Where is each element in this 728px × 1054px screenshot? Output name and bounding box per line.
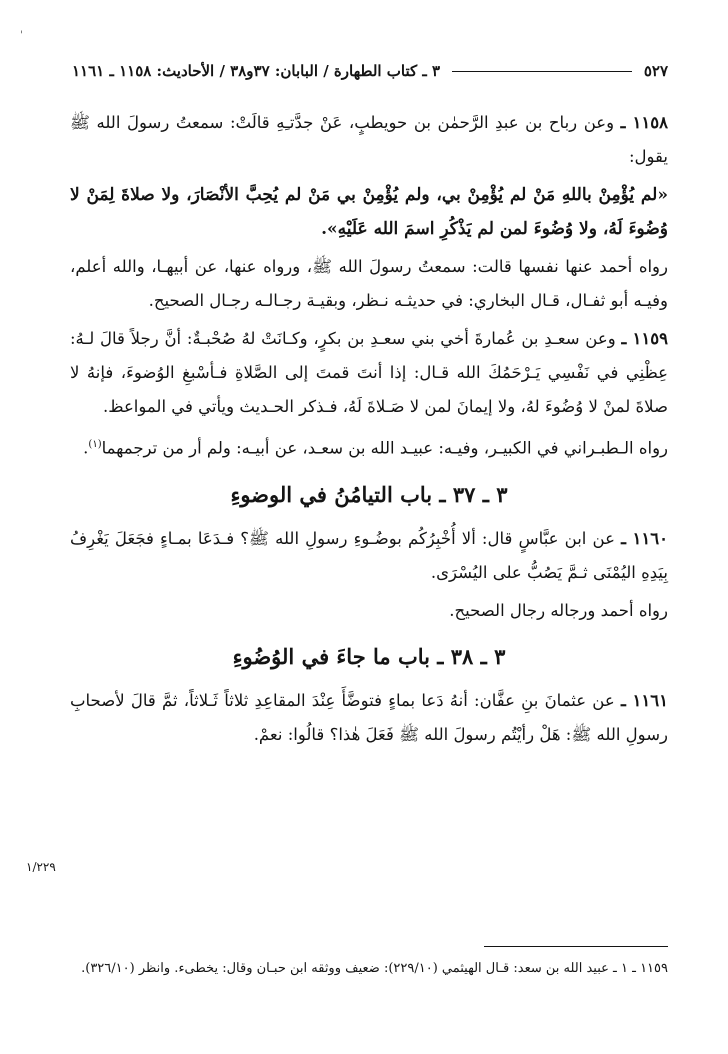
commentary-text: رواه الـطبـراني في الكبيـر، وفيـه: عبيـد الله بن سعـد، عن أبيـه: ولم أر من ترجمهما — [101, 438, 668, 458]
hadith-1159 — [70, 322, 668, 424]
running-header — [72, 58, 668, 84]
header-title: ٣ ـ كتاب الطهارة / البابان: ٣٧و٣٨ / الأحاديث: ١١٥٨ ـ ١١٦١ — [72, 62, 441, 80]
hadith-text: وعن سعـدِ بن عُمارةَ أخي بني سعـدِ بن بكرٍ، وكـانَتْ لهُ صُحْبـةٌ: أنَّ رجلاً قالَ لـهُ: عِظْنِي في نَفْسِي يَـرْحَمُكَ الله قـال: إذا أنتَ قمتَ إلى الصَّلاةِ فـأسْبغِ الوُضوءَ، فإنهُ لا صلاةَ لمنْ لا وُضُوءَ لهُ، ولا إيمانَ لمن لا صَـلاةَ لَهُ، فـذكر الحـديث ويأتي في المواعظ. — [70, 329, 668, 416]
hadith-quote: «لم يُؤْمِنْ باللهِ مَنْ لم يُؤْمِنْ بي، ولم يُؤْمِنْ بي مَنْ لم يُحِبَّ الأنْصَارَ، ولا صلاةَ لِمَنْ لا وُضُوءَ لَهُ، ولا وُضُوءَ لمن لم يَذْكُرِ اسمَ الله عَلَيْهِ». — [70, 185, 668, 239]
hadith-1158 — [70, 106, 668, 174]
hadith-text: وعن رباح بن عبدِ الرَّحمٰن بن حويطبٍ، عَنْ جدَّتـِهِ قالَتْ: سمعتُ رسولَ الله ﷺ يقول: — [70, 113, 668, 166]
footnote: ١١٥٩ ـ ١ ـ عبيد الله بن سعد: قـال الهيثمي (٢٢٩/١٠): ضعيف ووثقه ابن حبـان وقال: يخطىء. وانظر (٣٢٦/١٠). — [81, 961, 668, 976]
hadith-text: عن ابن عبَّاسٍ قال: ألا أُخْبِرُكُم بوضُـوءِ رسولِ الله ﷺ؟ فـدَعَا بمـاءٍ فجَعَلَ يَغْرِفُ بِيَدِهِ اليُمْنَى ثـمَّ يَصُبُّ على اليُسْرَى. — [70, 528, 668, 582]
hadith-commentary: رواه أحمد عنها نفسها قالت: سمعتُ رسولَ الله ﷺ، ورواه عنها، عن أبيهـا، والله أعلم، وفيـه أبو ثفـال، قـال البخاري: في حديثـه نـظر، وبقيـة رجـالـه رجـال الصحيح. — [70, 257, 668, 310]
chapter-heading: ٣ ـ ٣٨ ـ باب ما جاءَ في الوُضُوءِ — [232, 643, 506, 669]
corner-mark: ' — [20, 30, 23, 41]
header-rule — [452, 71, 632, 72]
hadith-commentary: رواه أحمد ورجاله رجال الصحيح. — [449, 600, 668, 620]
hadith-commentary: رواه الـطبـراني في الكبيـر، وفيـه: عبيـد الله بن سعـد، عن أبيـه: ولم أر من ترجمهما$^{(١)}$. — [83, 438, 668, 458]
footnote-ref: (١) — [88, 439, 102, 450]
hadith-1160 — [70, 522, 668, 590]
margin-reference: ١/٢٢٩ — [26, 860, 56, 874]
hadith-number: ١١٦٠ ـ — [621, 528, 668, 548]
hadith-number: ١١٦١ ـ — [620, 690, 668, 710]
hadith-1161 — [70, 684, 668, 752]
footnote-rule — [484, 946, 668, 947]
hadith-number: ١١٥٨ ـ — [620, 113, 668, 132]
hadith-number: ١١٥٩ ـ — [621, 329, 668, 348]
hadith-text: عن عثمانَ بنِ عفَّان: أنهُ دَعا بماءٍ فتوضَّأَ عِنْدَ المقاعِدِ ثلاثاً ثَـلاثاً، ثمَّ قالَ لأصحابِ رسولِ الله ﷺ: هَلْ رأيْتُم رسولَ الله ﷺ فَعَلَ هٰذا؟ قالُوا: نعمْ. — [70, 690, 668, 744]
chapter-heading: ٣ ـ ٣٧ ـ باب التيامُنُ في الوضوءِ — [230, 481, 508, 507]
page-number: ٥٢٧ — [643, 62, 668, 80]
main-text — [70, 106, 668, 756]
